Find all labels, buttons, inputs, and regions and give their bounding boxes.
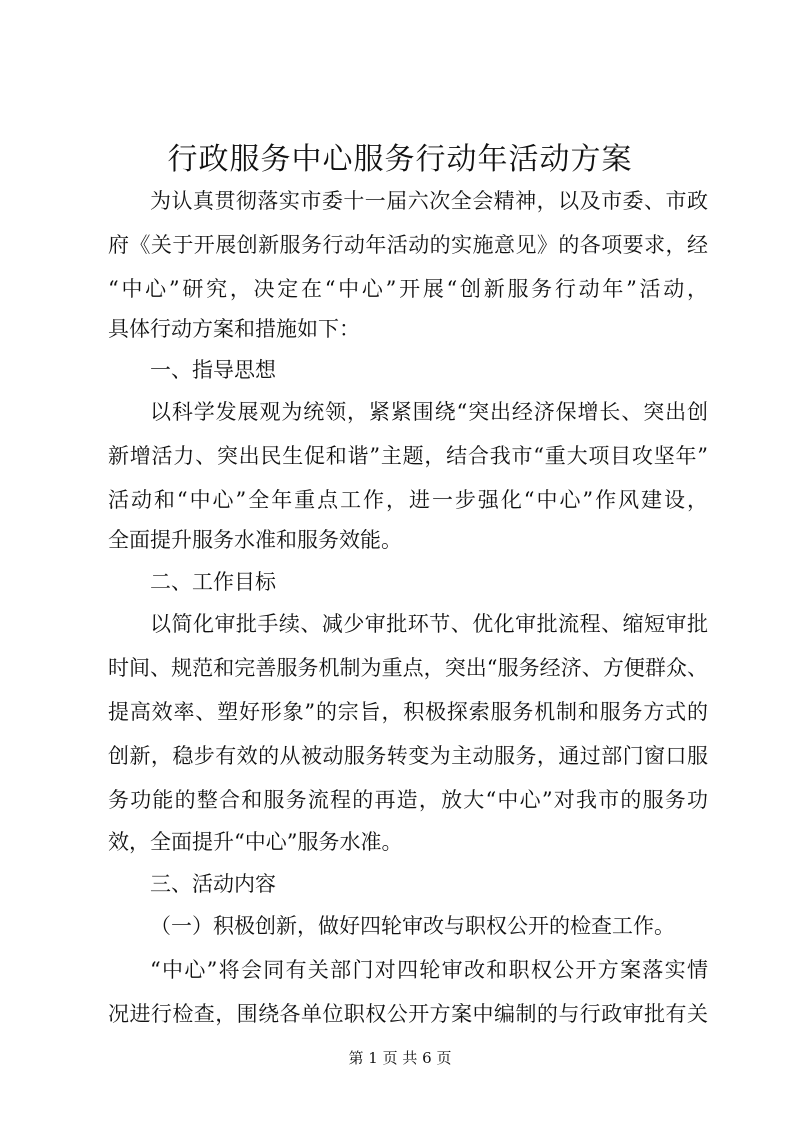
paragraph-line: 具体行动方案和措施如下： <box>108 317 360 341</box>
paragraph-line: “中心”将会同有关部门对四轮审改和职权公开方案落实情 <box>150 958 708 982</box>
subsection-heading: （一）积极创新，做好四轮审改与职权公开的检查工作。 <box>150 914 675 938</box>
paragraph-line: 府《关于开展创新服务行动年活动的实施意见》的各项要求，经 <box>108 233 708 257</box>
paragraph-line: 以科学发展观为统领，紧紧围绕“突出经济保增长、突出创 <box>150 400 708 424</box>
paragraph-line: 提高效率、塑好形象”的宗旨，积极探索服务机制和服务方式的 <box>108 700 708 724</box>
paragraph-line: 创新，稳步有效的从被动服务转变为主动服务，通过部门窗口服 <box>108 744 708 768</box>
section-heading: 三、活动内容 <box>150 872 276 896</box>
document-title: 行政服务中心服务行动年活动方案 <box>167 142 633 177</box>
paragraph-line: 为认真贯彻落实市委十一届六次全会精神，以及市委、市政 <box>150 189 708 213</box>
section-heading: 二、工作目标 <box>150 570 276 594</box>
paragraph-line: 全面提升服务水准和服务效能。 <box>108 528 402 552</box>
paragraph-line: 活动和“中心”全年重点工作，进一步强化“中心”作风建设， <box>108 488 708 512</box>
paragraph-line: 新增活力、突出民生促和谐”主题，结合我市“重大项目攻坚年” <box>108 444 708 468</box>
paragraph-line: 务功能的整合和服务流程的再造，放大“中心”对我市的服务功 <box>108 788 708 812</box>
paragraph-line: 况进行检查，围绕各单位职权公开方案中编制的与行政审批有关 <box>108 1002 708 1026</box>
paragraph-line: 时间、规范和完善服务机制为重点，突出“服务经济、方便群众、 <box>108 656 708 680</box>
section-heading: 一、指导思想 <box>150 358 276 382</box>
paragraph-line: “中心”研究，决定在“中心”开展“创新服务行动年”活动， <box>108 277 708 301</box>
paragraph-line: 效，全面提升“中心”服务水准。 <box>108 830 403 854</box>
page-footer: 第 1 页 共 6 页 <box>348 1049 452 1067</box>
paragraph-line: 以简化审批手续、减少审批环节、优化审批流程、缩短审批 <box>150 612 708 636</box>
